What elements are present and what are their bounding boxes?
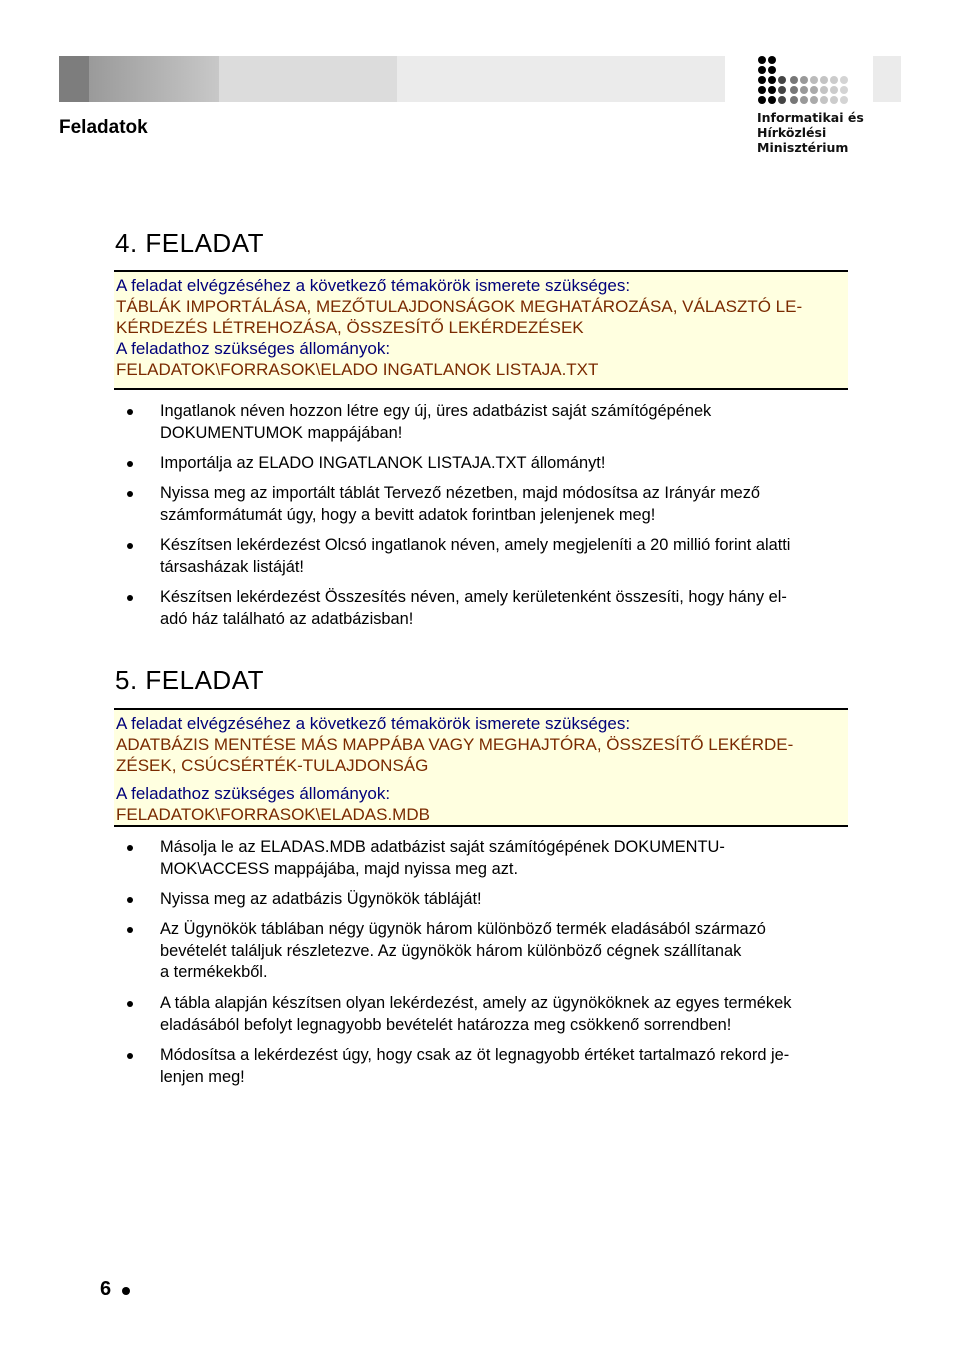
task5-topic-line: ZÉSEK, CSÚCSÉRTÉK-TULAJDONSÁG	[116, 756, 429, 775]
step-line: Az Ügynökök táblában négy ügynök három különböző termék eladásából származó	[160, 920, 766, 938]
step-line: A tábla alapján készítsen olyan lekérdezést, amely az ügynököknek az egyes termékek	[160, 994, 792, 1012]
step-line: Importálja az ELADO INGATLANOK LISTAJA.TXT állományt!	[160, 454, 606, 472]
logo-line: Hírközlési	[757, 125, 827, 140]
logo-line: Minisztérium	[757, 140, 849, 155]
task4-step	[160, 483, 850, 526]
step-line: Ingatlanok néven hozzon létre egy új, üres adatbázist saját számítógépének	[160, 402, 712, 420]
step-line: Készítsen lekérdezést Összesítés néven, amely kerületenként összesíti, hogy hány el-	[160, 588, 787, 606]
step-line: eladásából befolyt legnagyobb bevételét határozza meg csökkenő sorrendben!	[160, 1015, 732, 1034]
task4-step	[160, 535, 850, 578]
task4-heading: 4. FELADAT	[115, 228, 265, 258]
ministry-logo-text	[757, 110, 864, 155]
header-title: Feladatok	[59, 117, 148, 138]
step-line: Készítsen lekérdezést Olcsó ingatlanok néven, amely megjeleníti a 20 millió forint alatti	[160, 536, 791, 554]
task5-step	[160, 1045, 850, 1088]
task4-step	[160, 401, 850, 444]
header-band-lighter	[397, 56, 725, 102]
task5-file-path: FELADATOK\FORRASOK\ELADAS.MDB	[116, 805, 430, 824]
task4-step	[160, 453, 850, 475]
task5-req-label: A feladat elvégzéséhez a következő témakörök ismerete szükséges:	[116, 714, 631, 733]
task4-req-label: A feladat elvégzéséhez a következő témakörök ismerete szükséges:	[116, 276, 631, 295]
task4-file-path: FELADATOK\FORRASOK\ELADO INGATLANOK LISTAJA.TXT	[116, 360, 599, 379]
step-line: bevételét találjuk részletezve. Az ügynökök három különböző cégnek szállítanak	[160, 941, 742, 960]
step-line: DOKUMENTUMOK mappájában!	[160, 423, 403, 442]
task5-topic-line: ADATBÁZIS MENTÉSE MÁS MAPPÁBA VAGY MEGHAJTÓRA, ÖSSZESÍTŐ LEKÉRDE-	[116, 735, 794, 754]
step-line: lenjen meg!	[160, 1067, 245, 1086]
task4-files-label: A feladathoz szükséges állományok:	[116, 339, 391, 358]
task5-step	[160, 993, 850, 1036]
task5-step	[160, 889, 850, 911]
page-number: 6	[100, 1278, 112, 1300]
page-bullet-icon	[122, 1287, 130, 1295]
step-line: Módosítsa a lekérdezést úgy, hogy csak az öt legnagyobb értéket tartalmazó rekord je-	[160, 1046, 790, 1064]
header-band-right	[873, 56, 901, 102]
task4-step	[160, 587, 850, 630]
task4-topic-line: TÁBLÁK IMPORTÁLÁSA, MEZŐTULAJDONSÁGOK MEGHATÁROZÁSA, VÁLASZTÓ LE-	[116, 297, 803, 316]
task5-requirements-box	[114, 708, 848, 827]
step-line: adó ház található az adatbázisban!	[160, 609, 414, 628]
step-line: társasházak listáját!	[160, 557, 304, 576]
header-band-mid	[89, 56, 219, 102]
step-line: Nyissa meg az importált táblát Tervező nézetben, majd módosítsa az Irányár mező	[160, 484, 761, 502]
header-band-light	[219, 56, 397, 102]
ministry-logo-icon	[758, 56, 850, 104]
step-line: Másolja le az ELADAS.MDB adatbázist saját számítógépének DOKUMENTU-	[160, 838, 725, 856]
header-band-dark	[59, 56, 89, 102]
logo-line: Informatikai és	[757, 110, 864, 125]
step-line: MOK\ACCESS mappájába, majd nyissa meg azt.	[160, 859, 519, 878]
task5-files-label: A feladathoz szükséges állományok:	[116, 784, 391, 803]
task5-heading: 5. FELADAT	[115, 665, 265, 695]
task5-step	[160, 919, 850, 984]
task5-step	[160, 837, 850, 880]
step-line: számformátumát úgy, hogy a bevitt adatok forintban jelenjenek meg!	[160, 505, 656, 524]
step-line: Nyissa meg az adatbázis Ügynökök tábláját!	[160, 890, 482, 908]
task4-requirements-box	[114, 270, 848, 390]
step-line: a termékekből.	[160, 963, 268, 981]
task4-topic-line: KÉRDEZÉS LÉTREHOZÁSA, ÖSSZESÍTŐ LEKÉRDEZÉSEK	[116, 318, 584, 337]
